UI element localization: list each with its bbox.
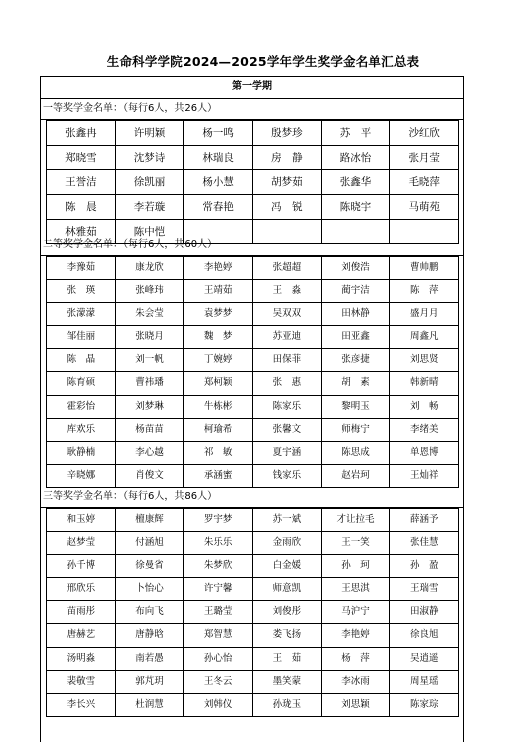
name-cell: 王 淼 <box>253 280 322 303</box>
name-cell: 李心越 <box>116 442 185 465</box>
semester-header: 第一学期 <box>40 76 464 99</box>
name-cell: 张馨文 <box>253 419 322 442</box>
name-cell: 杨小慧 <box>184 170 253 195</box>
table-row <box>47 170 459 195</box>
second-prize-grid <box>46 256 459 488</box>
name-cell: 墨笑蒙 <box>253 671 322 694</box>
name-cell: 张月莹 <box>390 146 459 171</box>
table-row <box>47 349 459 372</box>
name-cell: 杨一鸣 <box>184 121 253 146</box>
name-cell: 周鑫凡 <box>390 326 459 349</box>
name-cell: 单恩博 <box>390 442 459 465</box>
name-cell: 孙 珂 <box>322 555 391 578</box>
name-cell: 郑智慧 <box>184 624 253 647</box>
table-row <box>47 624 459 647</box>
name-cell: 田林静 <box>322 303 391 326</box>
name-cell: 郑晓雪 <box>47 146 116 171</box>
name-cell: 刘俊彤 <box>253 601 322 624</box>
name-cell: 布向飞 <box>116 601 185 624</box>
name-cell: 田淑静 <box>390 601 459 624</box>
name-cell: 王誉洁 <box>47 170 116 195</box>
name-cell: 薛涵予 <box>390 509 459 532</box>
name-cell: 耿静楠 <box>47 442 116 465</box>
table-row <box>47 326 459 349</box>
table-row <box>47 146 459 171</box>
name-cell: 王灿祥 <box>390 465 459 488</box>
third-prize-heading: 三等奖学金名单：（每行6人，共86人） <box>40 487 464 508</box>
name-cell: 陈中恺 <box>116 220 185 245</box>
name-cell: 刘 畅 <box>390 396 459 419</box>
name-cell: 陈育硕 <box>47 372 116 395</box>
name-cell: 林瑞良 <box>184 146 253 171</box>
name-cell: 朱梦欣 <box>184 555 253 578</box>
name-cell: 田亚鑫 <box>322 326 391 349</box>
name-cell: 张 瑛 <box>47 280 116 303</box>
name-cell: 肖俊文 <box>116 465 185 488</box>
name-cell: 沙红欣 <box>390 121 459 146</box>
third-prize-grid <box>46 508 459 717</box>
first-prize-grid <box>46 120 459 244</box>
name-cell: 陈思成 <box>322 442 391 465</box>
name-cell: 房 静 <box>253 146 322 171</box>
name-cell: 刘一帆 <box>116 349 185 372</box>
name-cell: 沈梦诗 <box>116 146 185 171</box>
table-row <box>47 648 459 671</box>
name-cell: 陈 晶 <box>47 349 116 372</box>
name-cell: 付涵旭 <box>116 532 185 555</box>
name-cell: 常春艳 <box>184 195 253 220</box>
name-cell: 金雨欣 <box>253 532 322 555</box>
name-cell: 承涵蜜 <box>184 465 253 488</box>
name-cell: 毛晓萍 <box>390 170 459 195</box>
name-cell: 黎明玉 <box>322 396 391 419</box>
name-cell: 邹佳丽 <box>47 326 116 349</box>
name-cell: 南若愚 <box>116 648 185 671</box>
name-cell: 王思淇 <box>322 578 391 601</box>
name-cell: 李豫茹 <box>47 257 116 280</box>
table-row <box>47 532 459 555</box>
name-cell: 许明颖 <box>116 121 185 146</box>
document-title: 生命科学学院2024—2025学年学生奖学金名单汇总表 <box>106 54 420 69</box>
name-cell: 刘思颖 <box>322 694 391 717</box>
name-cell: 李艳婷 <box>322 624 391 647</box>
name-cell: 康龙欣 <box>116 257 185 280</box>
name-cell: 张佳慧 <box>390 532 459 555</box>
name-cell: 袁梦梦 <box>184 303 253 326</box>
name-cell: 王一笑 <box>322 532 391 555</box>
name-cell: 裴敬雪 <box>47 671 116 694</box>
name-cell: 王 茹 <box>253 648 322 671</box>
name-cell: 李冰雨 <box>322 671 391 694</box>
name-cell: 李若璇 <box>116 195 185 220</box>
name-cell: 刘梦琳 <box>116 396 185 419</box>
name-cell: 祁 敏 <box>184 442 253 465</box>
name-cell: 王冬云 <box>184 671 253 694</box>
table-row <box>47 465 459 488</box>
name-cell: 才让拉毛 <box>322 509 391 532</box>
name-cell: 张峰玮 <box>116 280 185 303</box>
table-row <box>47 694 459 717</box>
name-cell: 苏 平 <box>322 121 391 146</box>
name-cell: 胡梦茹 <box>253 170 322 195</box>
name-cell: 蔺宇洁 <box>322 280 391 303</box>
name-cell: 田保菲 <box>253 349 322 372</box>
name-cell: 孙 盈 <box>390 555 459 578</box>
name-cell: 霍彩怡 <box>47 396 116 419</box>
name-cell: 师梅宁 <box>322 419 391 442</box>
name-cell: 周星瑶 <box>390 671 459 694</box>
table-row <box>47 195 459 220</box>
name-cell: 张濛濛 <box>47 303 116 326</box>
name-cell: 杨 萍 <box>322 648 391 671</box>
second-prize-heading: 二等奖学金名单：（每行6人，共60人） <box>40 235 464 256</box>
name-cell: 朱乐乐 <box>184 532 253 555</box>
name-cell: 张鑫华 <box>322 170 391 195</box>
name-cell: 冯 锐 <box>253 195 322 220</box>
name-cell: 孙千博 <box>47 555 116 578</box>
name-cell: 朱会莹 <box>116 303 185 326</box>
name-cell: 马沪宁 <box>322 601 391 624</box>
name-cell: 苏一斌 <box>253 509 322 532</box>
table-row <box>47 280 459 303</box>
table-row <box>47 257 459 280</box>
name-cell: 钱家乐 <box>253 465 322 488</box>
name-cell: 徐凯丽 <box>116 170 185 195</box>
name-cell: 杜润慧 <box>116 694 185 717</box>
name-cell: 魏 梦 <box>184 326 253 349</box>
name-cell: 杨苗苗 <box>116 419 185 442</box>
name-cell: 檀康辉 <box>116 509 185 532</box>
name-cell: 吴双双 <box>253 303 322 326</box>
name-cell: 马萌苑 <box>390 195 459 220</box>
table-row <box>47 372 459 395</box>
name-cell: 许宁馨 <box>184 578 253 601</box>
name-cell: 孙心怡 <box>184 648 253 671</box>
name-cell: 刘俊浩 <box>322 257 391 280</box>
name-cell: 和玉婷 <box>47 509 116 532</box>
name-cell: 韩新晴 <box>390 372 459 395</box>
name-cell: 曹祎璠 <box>116 372 185 395</box>
name-cell: 丁婉婷 <box>184 349 253 372</box>
name-cell: 陈 晨 <box>47 195 116 220</box>
name-cell: 夏宇涵 <box>253 442 322 465</box>
name-cell: 苗雨彤 <box>47 601 116 624</box>
name-cell: 徐曼省 <box>116 555 185 578</box>
name-cell: 张超超 <box>253 257 322 280</box>
table-row <box>47 303 459 326</box>
name-cell: 盛月月 <box>390 303 459 326</box>
name-cell: 路冰怡 <box>322 146 391 171</box>
name-cell: 唐静晗 <box>116 624 185 647</box>
table-row <box>47 601 459 624</box>
name-cell: 刘韩仪 <box>184 694 253 717</box>
name-cell: 李长兴 <box>47 694 116 717</box>
name-cell: 苏亚迪 <box>253 326 322 349</box>
name-cell: 林雅茹 <box>47 220 116 245</box>
name-cell: 柯瑜希 <box>184 419 253 442</box>
name-cell: 库欢乐 <box>47 419 116 442</box>
table-row <box>47 419 459 442</box>
name-cell: 娄飞扬 <box>253 624 322 647</box>
name-cell: 王瑞雪 <box>390 578 459 601</box>
name-cell: 唐赫艺 <box>47 624 116 647</box>
name-cell: 李艳婷 <box>184 257 253 280</box>
first-prize-heading: 一等奖学金名单：（每行6人，共26人） <box>40 99 464 120</box>
name-cell: 陈 萍 <box>390 280 459 303</box>
name-cell: 牛栋彬 <box>184 396 253 419</box>
name-cell: 汤明淼 <box>47 648 116 671</box>
name-cell: 李绪美 <box>390 419 459 442</box>
table-row <box>47 121 459 146</box>
name-cell: 陈晓宇 <box>322 195 391 220</box>
name-cell: 陈家琮 <box>390 694 459 717</box>
table-row <box>47 578 459 601</box>
name-cell: 卜怡心 <box>116 578 185 601</box>
name-cell: 陈家乐 <box>253 396 322 419</box>
name-cell: 辛晓娜 <box>47 465 116 488</box>
name-cell: 白金媛 <box>253 555 322 578</box>
name-cell: 赵梦莹 <box>47 532 116 555</box>
name-cell: 赵岩珂 <box>322 465 391 488</box>
table-row <box>47 442 459 465</box>
name-cell: 张彦捷 <box>322 349 391 372</box>
name-cell: 刘思贤 <box>390 349 459 372</box>
name-cell: 王璐莹 <box>184 601 253 624</box>
table-row <box>47 396 459 419</box>
name-cell: 殷梦珍 <box>253 121 322 146</box>
name-cell: 张晓月 <box>116 326 185 349</box>
name-cell: 曹帅鹏 <box>390 257 459 280</box>
name-cell: 吴逍遥 <box>390 648 459 671</box>
name-cell: 张 惠 <box>253 372 322 395</box>
table-row <box>47 555 459 578</box>
name-cell: 王靖茹 <box>184 280 253 303</box>
name-cell: 郑柯颖 <box>184 372 253 395</box>
name-cell: 邢欣乐 <box>47 578 116 601</box>
name-cell: 胡 素 <box>322 372 391 395</box>
table-row <box>47 671 459 694</box>
name-cell: 郭芃玥 <box>116 671 185 694</box>
name-cell: 师意凯 <box>253 578 322 601</box>
name-cell: 张鑫冉 <box>47 121 116 146</box>
name-cell: 徐良旭 <box>390 624 459 647</box>
table-row <box>47 509 459 532</box>
name-cell: 罗宇梦 <box>184 509 253 532</box>
name-cell: 孙珑玉 <box>253 694 322 717</box>
